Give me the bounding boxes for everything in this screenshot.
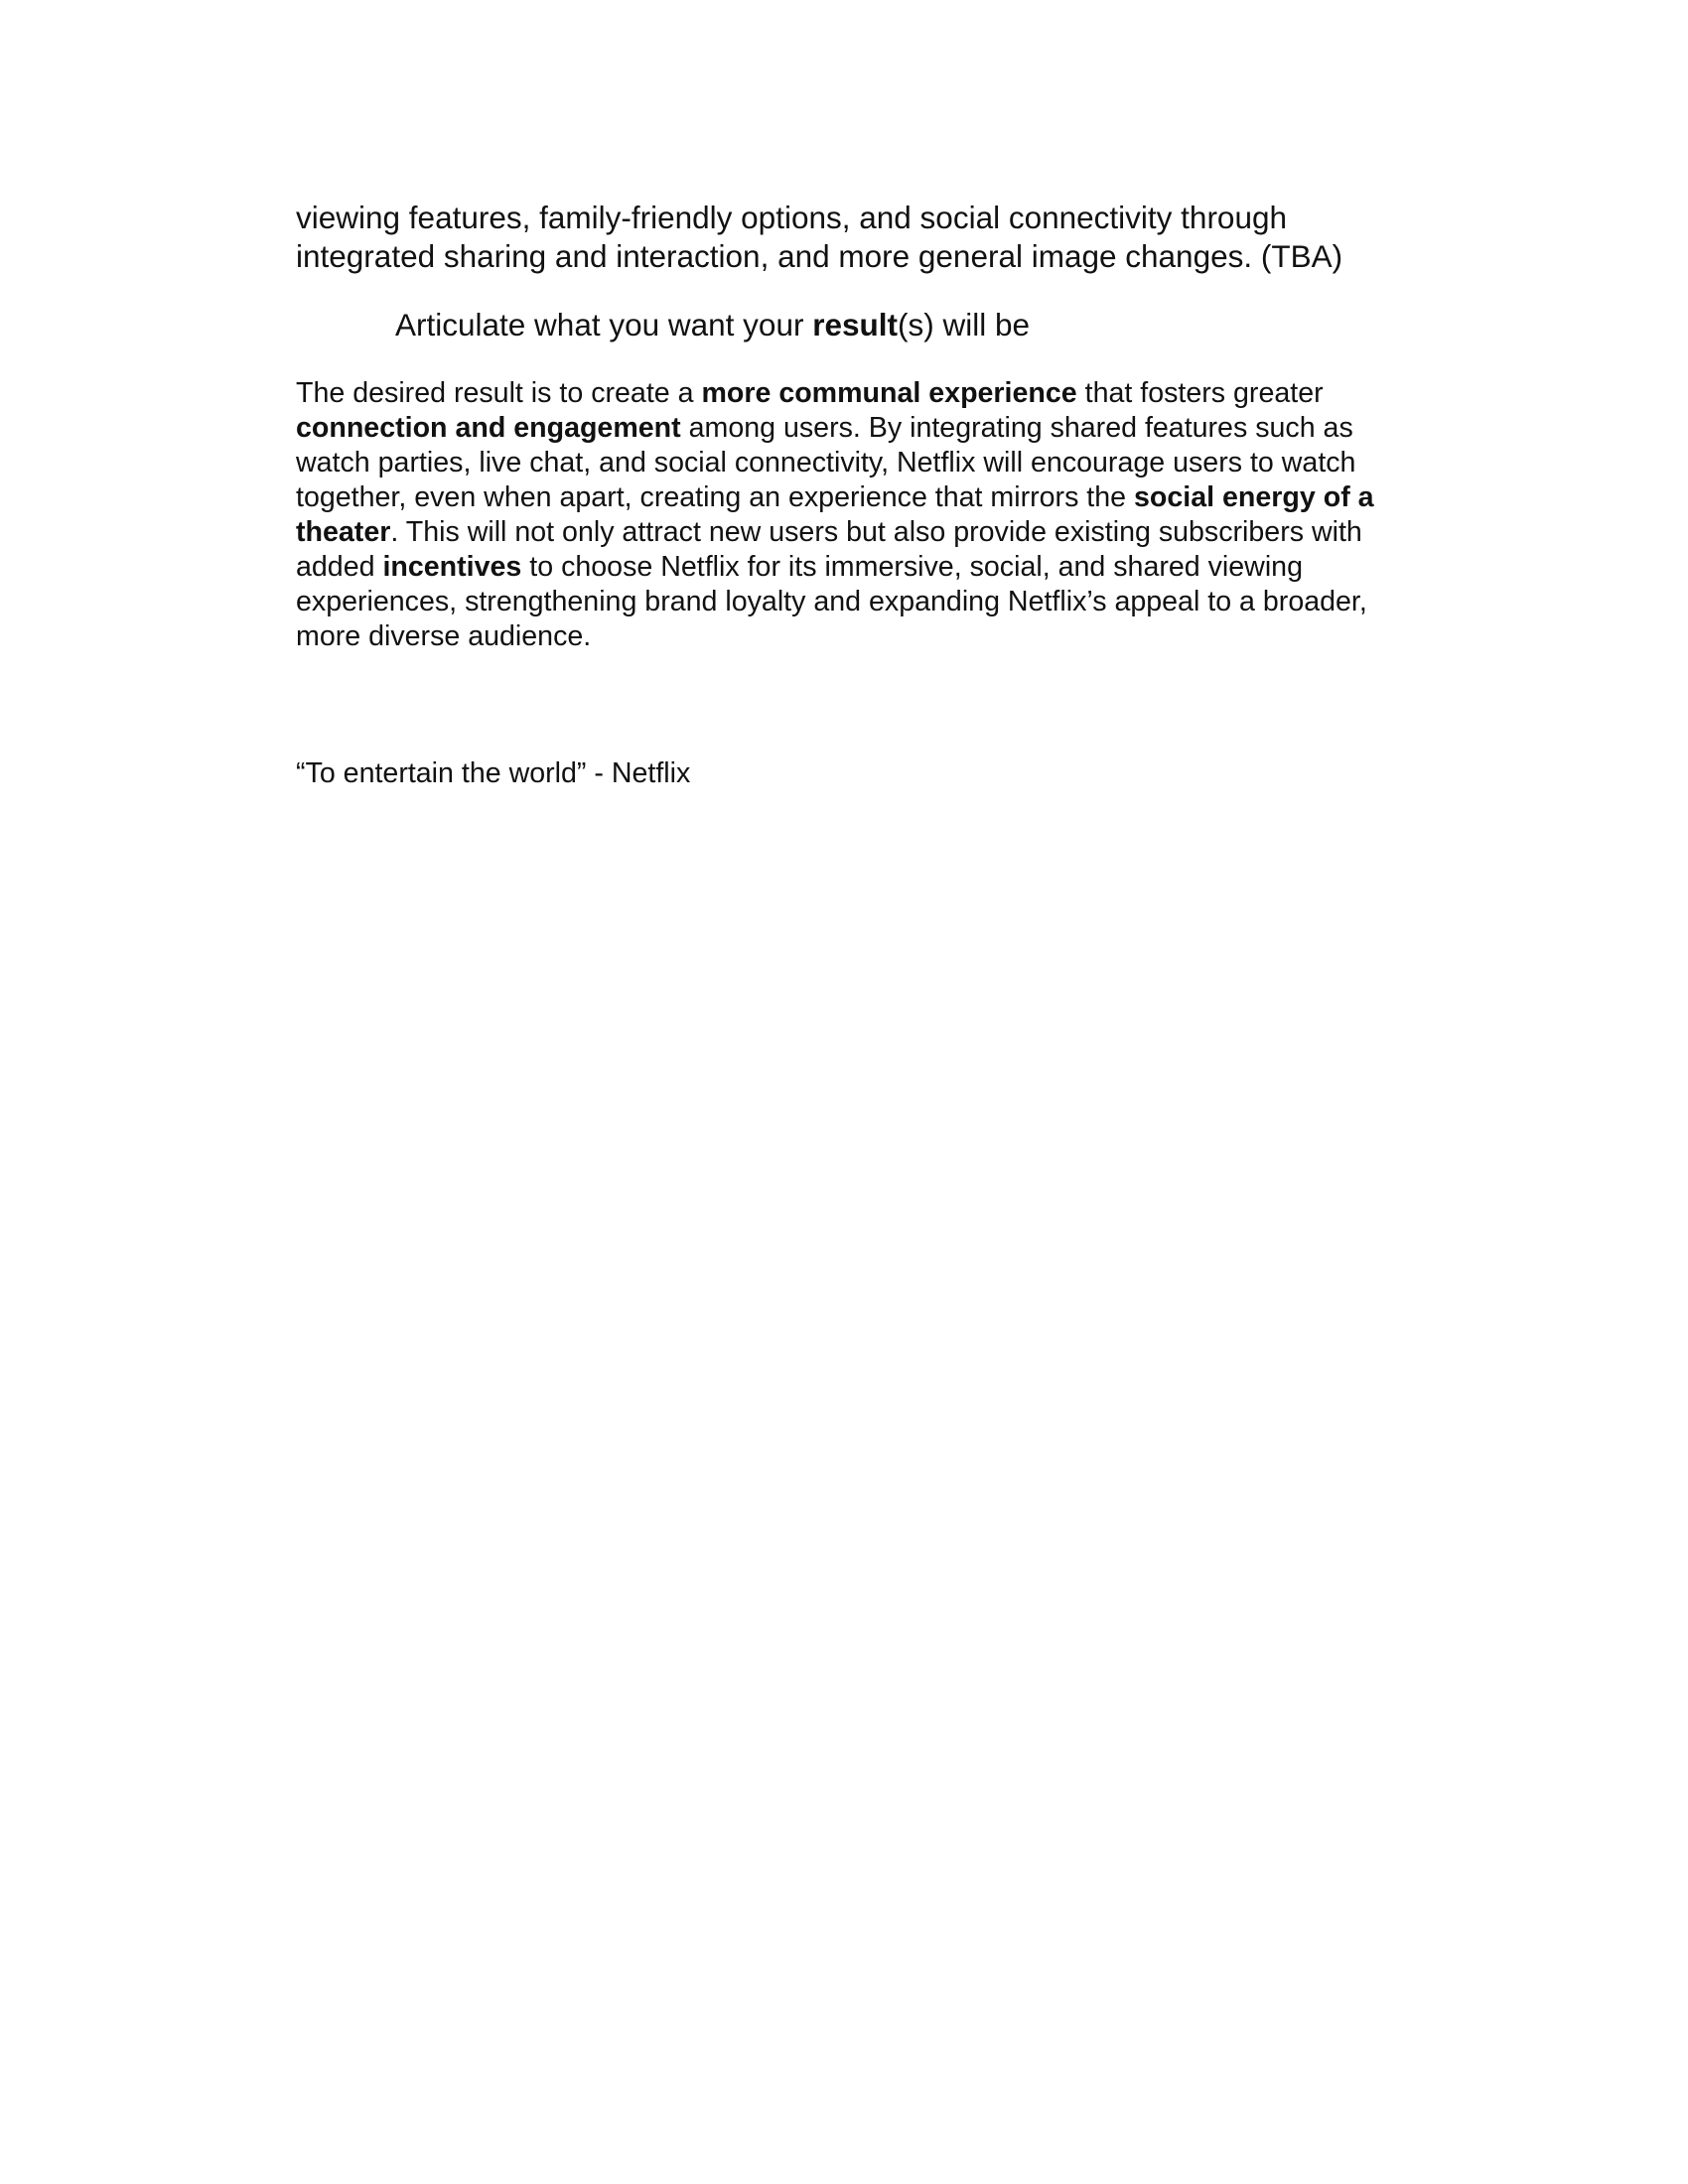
text-run: together, even when apart, creating an experience that mirrors the (296, 481, 1135, 513)
paragraph-line (296, 585, 1468, 619)
text-run: among users. By integrating shared features such as (680, 412, 1353, 444)
text-run: The desired result is to create a (296, 377, 702, 409)
heading-text-before: Articulate what you want your (395, 307, 813, 342)
paragraph-line (296, 446, 1468, 480)
text-run: that fosters greater (1076, 377, 1324, 409)
text-run: added (296, 551, 383, 583)
paragraph-line (296, 619, 1468, 654)
text-run: watch parties, live chat, and social connectivity, Netflix will encourage users to watch (296, 447, 1356, 478)
paragraph-line (296, 550, 1468, 585)
mission-quote: “To entertain the world” - Netflix (296, 757, 691, 789)
paragraph-line (296, 480, 1468, 515)
intro-line: integrated sharing and interaction, and more general image changes. (TBA) (296, 238, 1343, 274)
result-paragraph (296, 376, 1468, 654)
text-run: to choose Netflix for its immersive, social, and shared viewing (521, 551, 1303, 583)
text-run: experiences, strengthening brand loyalty and expanding Netflix’s appeal to a broader, (296, 586, 1367, 617)
paragraph-line (296, 411, 1468, 446)
paragraph-line (296, 515, 1468, 550)
heading-text-bold: result (812, 307, 898, 342)
section-heading (395, 306, 1030, 344)
bold-phrase: incentives (382, 551, 522, 583)
text-run: . This will not only attract new users but also provide existing subscribers with (390, 516, 1362, 548)
intro-text (296, 199, 1468, 276)
bold-phrase: theater (296, 516, 391, 548)
bold-phrase: connection and engagement (296, 412, 681, 444)
bold-phrase: more communal experience (701, 377, 1077, 409)
heading-text-after: (s) will be (898, 307, 1031, 342)
bold-phrase: social energy of a (1134, 481, 1374, 513)
text-run: more diverse audience. (296, 620, 592, 652)
intro-line: viewing features, family-friendly options, and social connectivity through (296, 200, 1288, 235)
paragraph-line (296, 376, 1468, 411)
